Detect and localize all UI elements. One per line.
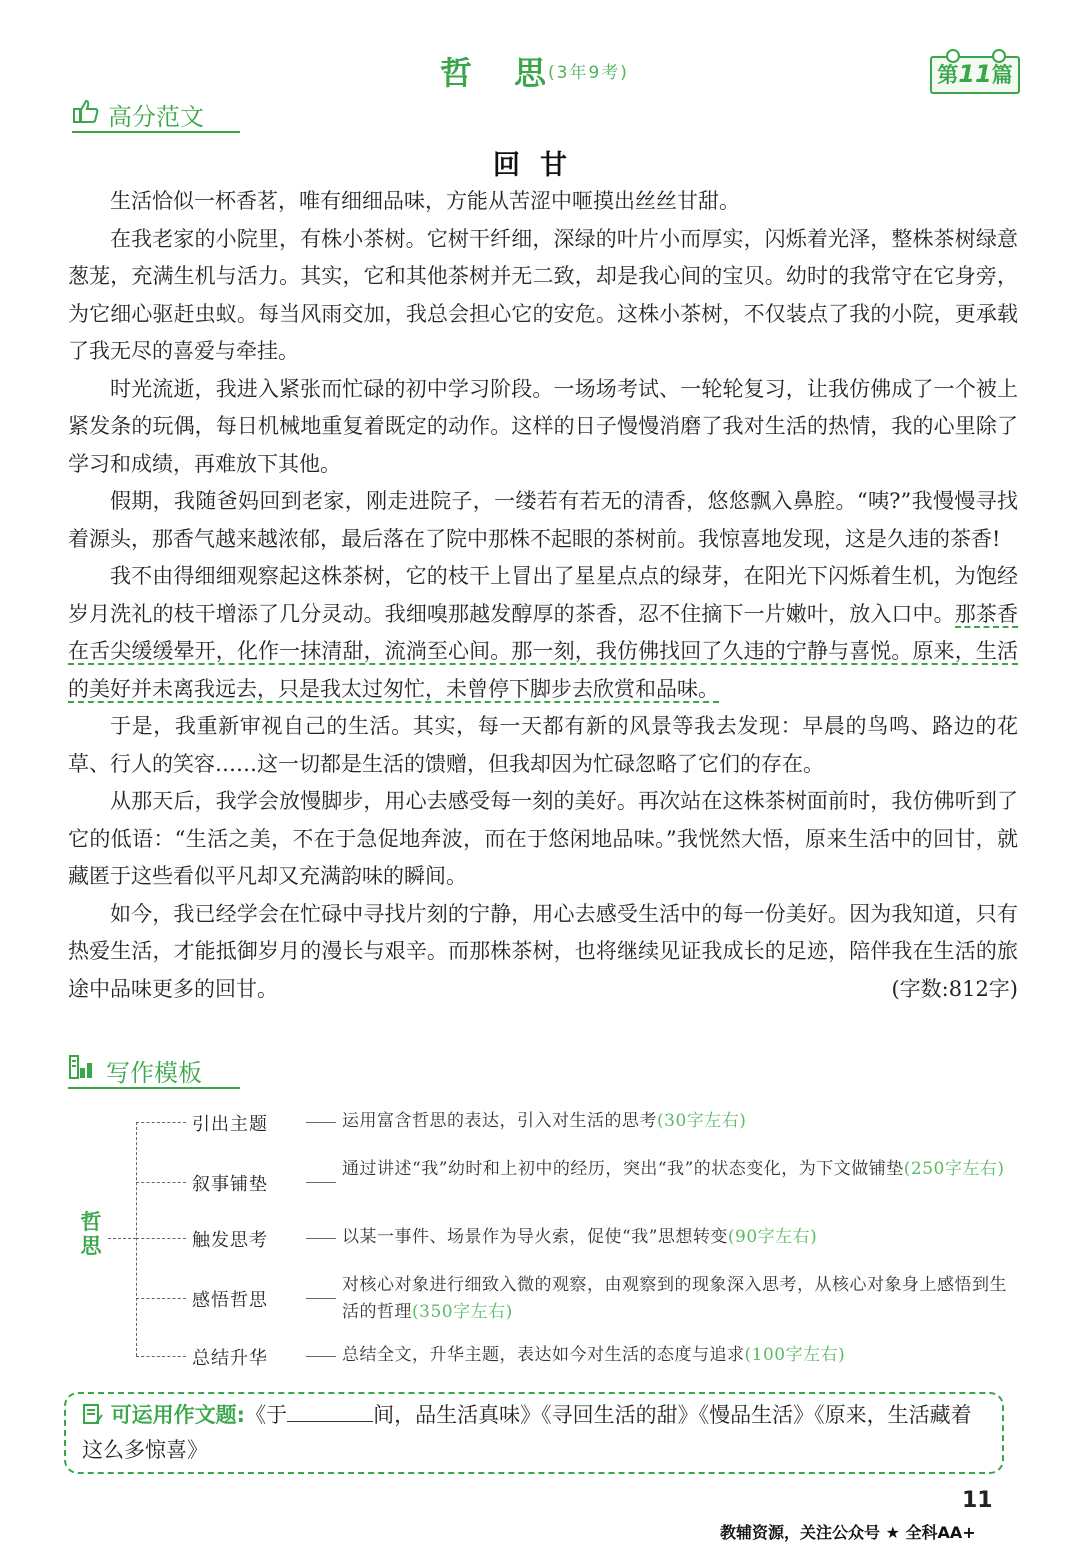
usable-titles-post: 间，品生活真味》《寻回生活的甜》《慢品生活》《原来，生活藏着这么多惊喜》 (82, 1403, 972, 1462)
writing-template (60, 1100, 1030, 1390)
paragraph-text: 我不由得细细观察起这株茶树，它的枝干上冒出了星星点点的绿芽，在阳光下闪烁着生机，为饱经岁月洗礼的枝干增添了几分灵动。我细嗅那越发醇厚的茶香，忍不住摘下一片嫩叶，放入口中。 (68, 564, 1018, 626)
template-desc (342, 1156, 1022, 1183)
word-count: (字数:812字) (891, 977, 1018, 1001)
template-desc-text: 以某一事件、场景作为导火索，促使“我”思想转变 (342, 1227, 728, 1247)
highlighted-sentence: 那茶香在舌尖缓缓晕开，化作一抹清甜，流淌至心间。那一刻，我仿佛找回了久违的宁静与喜悦。原来，生活的美好并未离我远去，只是我太过匆忙，未曾停下脚步去欣赏和品味。 (68, 601, 1019, 701)
template-label: 叙事铺垫 (192, 1174, 268, 1195)
page-header (0, 44, 1080, 94)
essay-title: 回甘 (493, 150, 587, 181)
essay-paragraph: 时光流逝，我进入紧张而忙碌的初中学习阶段。一场场考试、一轮轮复习，让我仿佛成了一个被上紧发条的玩偶，每日机械地重复着既定的动作。这样的日子慢慢消磨了我对生活的热情，我的心里除了学习和成绩，再难放下其他。 (68, 376, 1018, 476)
badge-suffix: 篇 (991, 63, 1013, 87)
usable-titles-pre: 《于 (245, 1403, 288, 1427)
thumbs-up-icon (72, 98, 100, 130)
fill-in-blank (287, 1401, 373, 1422)
usable-titles-text (82, 1398, 992, 1468)
template-connector (136, 1238, 186, 1239)
title-subtitle: (3年9考) (548, 63, 629, 83)
section-label-text: 写作模板 (106, 1058, 202, 1087)
template-desc (342, 1272, 1022, 1326)
template-connector (306, 1182, 336, 1183)
usable-titles-label: 可运用作文题: (110, 1403, 246, 1427)
template-desc-text: 总结全文，升华主题，表达如今对生活的态度与追求 (342, 1345, 745, 1365)
template-connector (136, 1356, 186, 1357)
template-connector (136, 1182, 186, 1183)
template-word-count: (250字左右) (903, 1159, 1005, 1179)
badge-prefix: 第 (937, 63, 959, 87)
essay-paragraph (68, 558, 1018, 708)
title-char-2: 思 (514, 54, 547, 92)
template-word-count: (350字左右) (412, 1302, 513, 1322)
template-label: 引出主题 (192, 1114, 268, 1135)
section-underline (72, 131, 240, 133)
template-connector (108, 1238, 136, 1239)
section-model-essay (72, 97, 204, 131)
essay-paragraph: 假期，我随爸妈回到老家，刚走进院子，一缕若有若无的清香，悠悠飘入鼻腔。“咦?”我慢慢寻找着源头，那香气越来越浓郁，最后落在了院中那株不起眼的茶树前。我惊喜地发现，这是久违的茶香! (68, 489, 1018, 551)
template-desc-text: 运用富含哲思的表达，引入对生活的思考 (342, 1111, 657, 1131)
template-connector (306, 1356, 336, 1357)
template-desc-text: 对核心对象进行细致入微的观察，由观察到的现象深入思考，从核心对象身上感悟到生活的哲理 (342, 1275, 1007, 1322)
template-word-count: (100字左右) (744, 1345, 846, 1365)
template-word-count: (90字左右) (727, 1227, 818, 1247)
template-connector (136, 1298, 186, 1299)
template-connector (136, 1122, 137, 1356)
template-label: 总结升华 (192, 1348, 268, 1369)
essay-body (68, 183, 1018, 1009)
essay-paragraph: 在我老家的小院里，有株小茶树。它树干纤细，深绿的叶片小而厚实，闪烁着光泽，整株茶树绿意葱茏，充满生机与活力。其实，它和其他茶树并无二致，却是我心间的宝贝。幼时的我常守在它身旁，为它细心驱赶虫蚁。每当风雨交加，我总会担心它的安危。这株小茶树，不仅装点了我的小院，更承载了我无尽的喜爱与牵挂。 (68, 226, 1018, 363)
template-connector (306, 1122, 336, 1123)
section-template (68, 1053, 202, 1087)
essay-paragraph: 生活恰似一杯香茗，唯有细细品味，方能从苦涩中咂摸出丝丝甘甜。 (110, 189, 740, 213)
template-word-count: (30字左右) (657, 1111, 747, 1131)
pencil-note-icon (82, 1403, 111, 1427)
template-desc-text: 通过讲述“我”幼时和上初中的经历，突出“我”的状态变化，为下文做铺垫 (342, 1159, 904, 1179)
badge-number: 11 (958, 60, 992, 88)
essay-paragraph: 于是，我重新审视自己的生活。其实，每一天都有新的风景等我去发现：早晨的鸟鸣、路边的花草、行人的笑容……这一切都是生活的馈赠，但我却因为忙碌忽略了它们的存在。 (68, 714, 1018, 776)
template-connector (136, 1122, 186, 1123)
section-label-text: 高分范文 (108, 102, 204, 131)
template-connector (306, 1238, 336, 1239)
page-number: 11 (962, 1488, 993, 1513)
essay-number-badge (930, 56, 1020, 94)
template-desc (342, 1108, 1022, 1135)
essay-paragraph: 如今，我已经学会在忙碌中寻找片刻的宁静，用心去感受生活中的每一份美好。因为我知道，只有热爱生活，才能抵御岁月的漫长与艰辛。而那株茶树，也将继续见证我成长的足迹，陪伴我在生活的旅途中品味更多的回甘。 (68, 901, 1018, 1001)
page-title (440, 48, 546, 94)
template-root: 哲思 (80, 1210, 102, 1258)
template-desc (342, 1224, 1022, 1251)
template-label: 触发思考 (192, 1230, 268, 1251)
section-underline (68, 1087, 240, 1089)
binder-ring-icon (946, 49, 960, 63)
template-connector (306, 1298, 336, 1299)
template-chart-icon (68, 1054, 98, 1086)
template-desc (342, 1342, 1022, 1369)
footer-note: 教辅资源，关注公众号 ★ 全科AA+ (720, 1523, 976, 1542)
title-char-1: 哲 (440, 54, 473, 92)
binder-ring-icon (992, 49, 1006, 63)
usable-titles-box (64, 1392, 1004, 1474)
essay-paragraph: 从那天后，我学会放慢脚步，用心去感受每一刻的美好。再次站在这株茶树面前时，我仿佛听到了它的低语：“生活之美，不在于急促地奔波，而在于悠闲地品味。”我恍然大悟，原来生活中的回甘，就藏匿于这些看似平凡却又充满韵味的瞬间。 (68, 789, 1018, 888)
template-label: 感悟哲思 (192, 1290, 268, 1311)
